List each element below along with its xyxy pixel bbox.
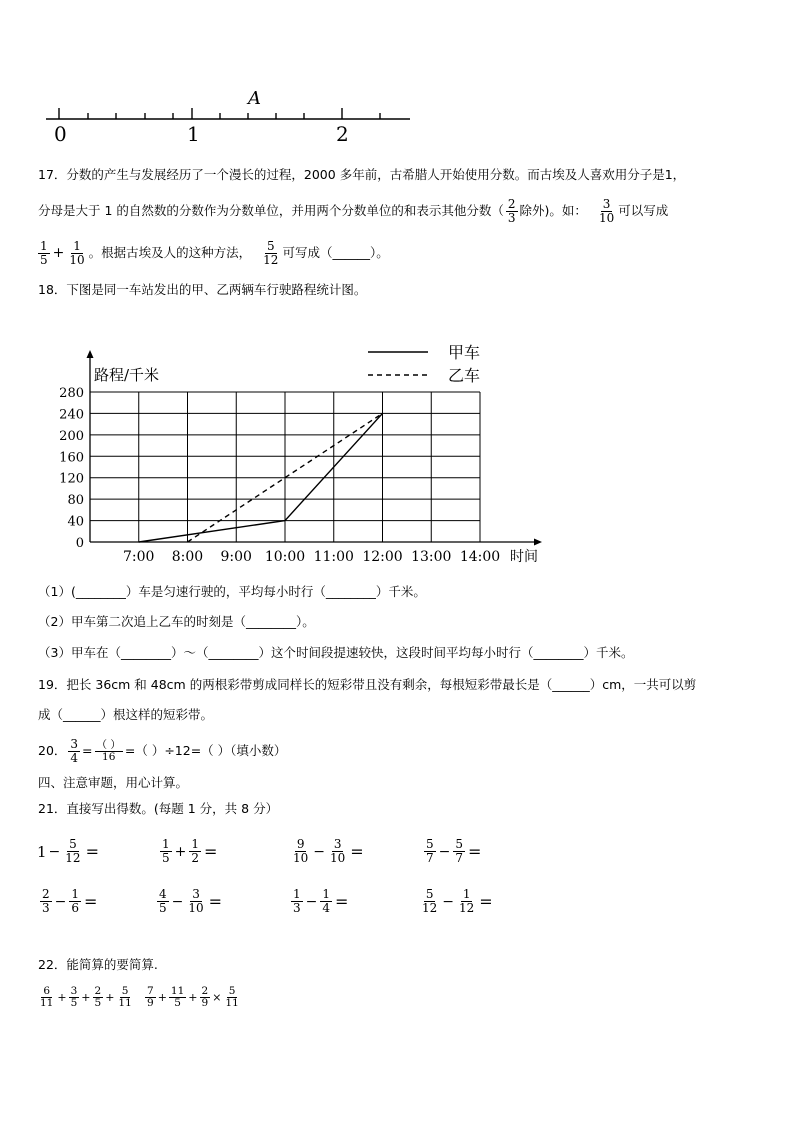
fraction-one-tenth: $\frac{1}{10}$ [69, 238, 85, 267]
q18-sub1[interactable]: （1）(________）车是匀速行驶的，平均每小时行（________）千米。 [38, 584, 426, 599]
number-line-ticks [59, 108, 380, 119]
y-axis-label: 路程/千米 [94, 366, 160, 384]
y-tick-label: 80 [67, 493, 84, 509]
q18-sub2[interactable]: （2）甲车第二次追上乙车的时刻是（________）。 [38, 614, 315, 629]
y-tick-label: 0 [75, 536, 84, 551]
number-line [40, 86, 420, 148]
q21-item-2[interactable]: $\frac{1}{5}$ + $\frac{1}{2}$ = [162, 837, 218, 865]
x-tick-label: 7:00 [123, 549, 155, 565]
q21-title: 21．直接写出得数。(每题 1 分，共 8 分） [38, 801, 279, 816]
tick-label-0: 0 [54, 122, 67, 146]
y-tick-label: 240 [59, 407, 84, 423]
x-tick-label: 12:00 [362, 549, 403, 565]
y-tick-label: 200 [59, 428, 84, 444]
q17-line2: 分母是大于 1 的自然数的分数作为分数单位，并用两个分数单位的和表示其他分数（ $\frac{2}{3}$ 除外)。如： $\frac{3}{10}$ 可以写成 [38, 196, 669, 225]
distance-line-chart [50, 336, 550, 570]
point-a-label: A [248, 88, 261, 109]
fraction-blank-over-16[interactable]: $\frac{( )}{16}$ [96, 738, 121, 763]
fraction-one-fifth: $\frac{1}{5}$ [40, 238, 48, 267]
y-tick-label: 120 [59, 471, 84, 487]
q18-sub3[interactable]: （3）甲车在（________）～（________）这个时间段提速较快，这段时间平均每小时行（________）千米。 [38, 645, 634, 660]
q21-item-4[interactable]: $\frac{5}{7}$ − $\frac{5}{7}$ = [426, 837, 482, 865]
q19-line2[interactable]: 成（______）根这样的短彩带。 [38, 707, 214, 722]
q18-intro: 18．下图是同一车站发出的甲、乙两辆车行驶路程统计图。 [38, 282, 367, 297]
q22-expression-2[interactable]: $\frac{7}{9}$ + $\frac{11}{5}$ + $\frac{2}{9}$ × $\frac{5}{11}$ [147, 985, 239, 1009]
q22-title: 22．能简算的要简算. [38, 957, 158, 972]
q21-item-3[interactable]: $\frac{9}{10}$ − $\frac{3}{10}$ = [293, 837, 364, 865]
fraction-three-quarters: $\frac{3}{4}$ [70, 736, 79, 765]
y-axis-arrow [87, 350, 94, 358]
tick-label-2: 2 [336, 122, 349, 146]
q21-item-1[interactable]: 1 − $\frac{5}{12}$ = [37, 837, 99, 865]
q21-item-8[interactable]: $\frac{5}{12}$ − $\frac{1}{12}$ = [422, 887, 493, 915]
x-tick-label: 10:00 [264, 549, 306, 565]
q17-line3: $\frac{1}{5}$ + $\frac{1}{10}$ 。根据古埃及人的这种方法， $\frac{5}{12}$ 可写成（______）。 [40, 238, 389, 267]
fraction-three-tenths: $\frac{3}{10}$ [598, 196, 615, 225]
q17-answer-blank[interactable]: 可写成（______）。 [282, 245, 389, 260]
x-tick-label: 8:00 [171, 549, 204, 565]
y-tick-label: 280 [59, 386, 84, 401]
section-4-heading: 四、注意审题，用心计算。 [38, 775, 189, 790]
q21-item-5[interactable]: $\frac{2}{3}$ − $\frac{1}{6}$ = [42, 887, 98, 915]
fraction-five-twelfths: $\frac{5}{12}$ [263, 238, 279, 267]
x-tick-label: 14:00 [459, 549, 501, 565]
q22-expression-1[interactable]: $\frac{6}{11}$ + $\frac{3}{5}$ + $\frac{2}{5}$ + $\frac{5}{11}$ [40, 985, 132, 1009]
x-tick-label: 11:00 [313, 549, 354, 565]
legend-label-1: 甲车 [448, 343, 481, 362]
q20-line[interactable]: 20． $\frac{3}{4}$ = $\frac{( )}{16}$ =（ ）÷12=（ ）（填小数） [38, 736, 287, 765]
q21-item-6[interactable]: $\frac{4}{5}$ − $\frac{3}{10}$ = [159, 887, 223, 915]
fraction-two-thirds: $\frac{2}{3}$ [507, 196, 516, 225]
q19-line1[interactable]: 19．把长 36cm 和 48cm 的两根彩带剪成同样长的短彩带且没有剩余，每根短彩带最长是（______）cm，一共可以剪 [38, 677, 697, 692]
x-axis-label: 时间 [510, 549, 538, 565]
y-tick-label: 160 [59, 450, 84, 466]
x-tick-label: 9:00 [220, 549, 252, 565]
x-axis-arrow [534, 539, 542, 546]
x-tick-label: 13:00 [411, 549, 452, 565]
legend-label-2: 乙车 [448, 366, 481, 385]
q21-item-7[interactable]: $\frac{1}{3}$ − $\frac{1}{4}$ = [293, 887, 349, 915]
q17-line1: 17．分数的产生与发展经历了一个漫长的过程，2000 多年前，古希腊人开始使用分数。而古埃及人喜欢用分子是1， [38, 167, 686, 182]
tick-label-1: 1 [187, 122, 200, 146]
y-tick-label: 40 [67, 514, 84, 530]
